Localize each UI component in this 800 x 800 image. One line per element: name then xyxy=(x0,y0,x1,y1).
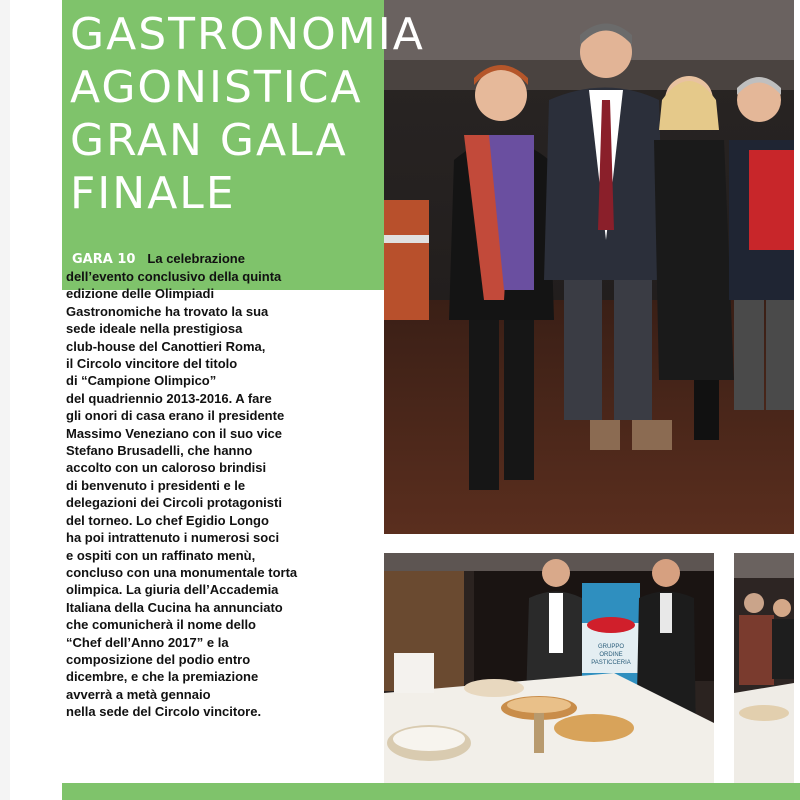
body-line: Gastronomiche ha trovato la sua xyxy=(66,303,269,319)
body-line: club-house del Canottieri Roma, xyxy=(66,338,266,354)
body-line: Stefano Brusadelli, che hanno xyxy=(66,443,253,459)
body-line: delegazioni dei Circoli protagonisti xyxy=(66,495,282,511)
banner-line: GRUPPO xyxy=(597,644,625,650)
body-line: di “Campione Olimpico” xyxy=(66,373,217,389)
body-line: e ospiti con un raffinato menù, xyxy=(66,547,256,563)
body-line: avverrà a metà gennaio xyxy=(66,686,211,702)
body-line: di benvenuto i presidenti e le xyxy=(66,477,246,493)
body-line: del torneo. Lo chef Egidio Longo xyxy=(66,512,269,528)
body-line: Italiana della Cucina ha annunciato xyxy=(66,599,283,615)
guests-photo xyxy=(734,553,794,783)
body-line: “Chef dell’Anno 2017” e la xyxy=(66,634,229,650)
body-line: olimpica. La giuria dell’Accademia xyxy=(66,582,279,598)
body-line: dicembre, e che la premiazione xyxy=(66,669,259,685)
buffet-photo xyxy=(384,553,714,783)
body-line: Massimo Veneziano con il suo vice xyxy=(66,425,283,441)
body-line: edizione delle Olimpiadi xyxy=(66,286,215,302)
body-line: composizione del podio entro xyxy=(66,651,251,667)
title-line: FINALE xyxy=(70,168,236,219)
title-line: AGONISTICA xyxy=(70,62,363,113)
bottom-band xyxy=(62,783,800,800)
body-line: dell’evento conclusivo della quinta xyxy=(66,269,282,284)
body-line: sede ideale nella prestigiosa xyxy=(66,321,243,337)
body-line: nella sede del Circolo vincitore. xyxy=(66,704,262,720)
body-line: del quadriennio 2013-2016. A fare xyxy=(66,390,272,406)
body-line: concluso con una monumentale torta xyxy=(66,564,298,580)
buffet-illustration xyxy=(384,553,714,783)
body-line: che comunicherà il nome dello xyxy=(66,617,256,633)
page-edge xyxy=(0,0,10,800)
guests-illustration xyxy=(734,553,794,783)
title-line: GASTRONOMIA xyxy=(70,9,425,60)
article-body xyxy=(66,250,384,721)
banner-line: PASTICCERIA xyxy=(591,660,631,666)
body-line: ha poi intrattenuto i numerosi soci xyxy=(66,530,280,546)
article-title xyxy=(70,8,510,220)
section-tag: GARA 10 xyxy=(66,251,141,268)
title-line: GRAN GALA xyxy=(70,115,348,166)
body-line xyxy=(66,250,384,268)
body-line: il Circolo vincitore del titolo xyxy=(66,356,238,372)
body-line-text: La celebrazione xyxy=(147,251,245,266)
body-line: gli onori di casa erano il presidente xyxy=(66,408,285,424)
body-line: accolto con un caloroso brindisi xyxy=(66,460,267,476)
banner-line: ORDINE xyxy=(599,652,623,658)
